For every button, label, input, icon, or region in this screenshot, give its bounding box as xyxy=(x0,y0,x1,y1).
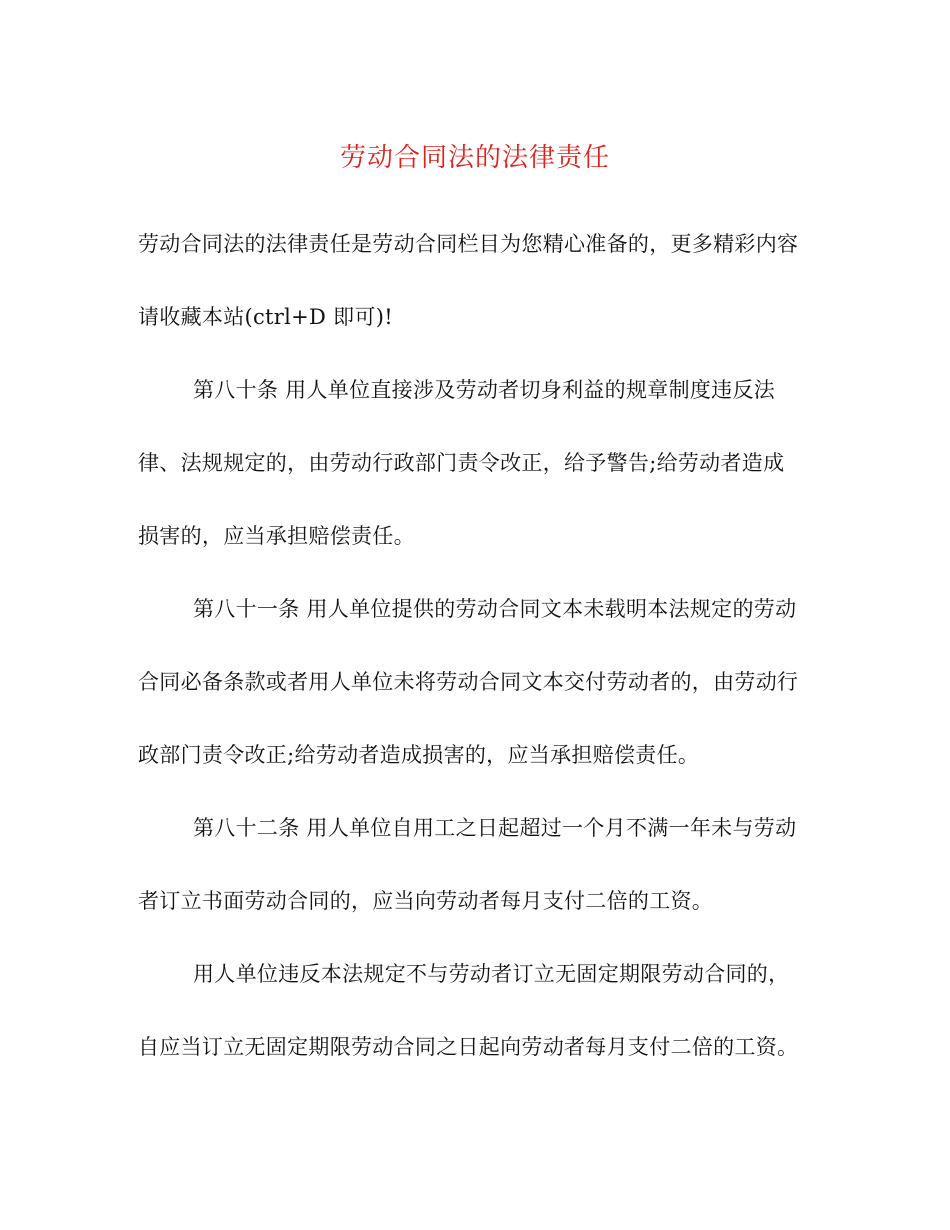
paragraph-line: 请收藏本站(ctrl+D 即可)! xyxy=(138,305,393,329)
paragraph-line: 政部门责令改正;给劳动者造成损害的，应当承担赔偿责任。 xyxy=(138,743,700,767)
paragraph-line: 合同必备条款或者用人单位未将劳动合同文本交付劳动者的，由劳动行 xyxy=(138,670,799,694)
document-title: 劳动合同法的法律责任 xyxy=(339,143,610,173)
paragraph-line: 第八十二条 用人单位自用工之日起超过一个月不满一年未与劳动 xyxy=(193,816,797,840)
paragraph-line: 劳动合同法的法律责任是劳动合同栏目为您精心准备的，更多精彩内容 xyxy=(138,232,799,256)
paragraph-line: 第八十一条 用人单位提供的劳动合同文本未载明本法规定的劳动 xyxy=(193,597,797,621)
paragraph-line: 第八十条 用人单位直接涉及劳动者切身利益的规章制度违反法 xyxy=(193,378,776,402)
paragraph-line: 用人单位违反本法规定不与劳动者订立无固定期限劳动合同的， xyxy=(193,962,790,986)
paragraph-line: 律、法规规定的，由劳动行政部门责令改正，给予警告;给劳动者造成 xyxy=(138,451,785,475)
paragraph-line: 者订立书面劳动合同的，应当向劳动者每月支付二倍的工资。 xyxy=(138,889,714,913)
paragraph-line: 损害的，应当承担赔偿责任。 xyxy=(138,524,415,548)
paragraph-line: 自应当订立无固定期限劳动合同之日起向劳动者每月支付二倍的工资。 xyxy=(138,1035,799,1059)
